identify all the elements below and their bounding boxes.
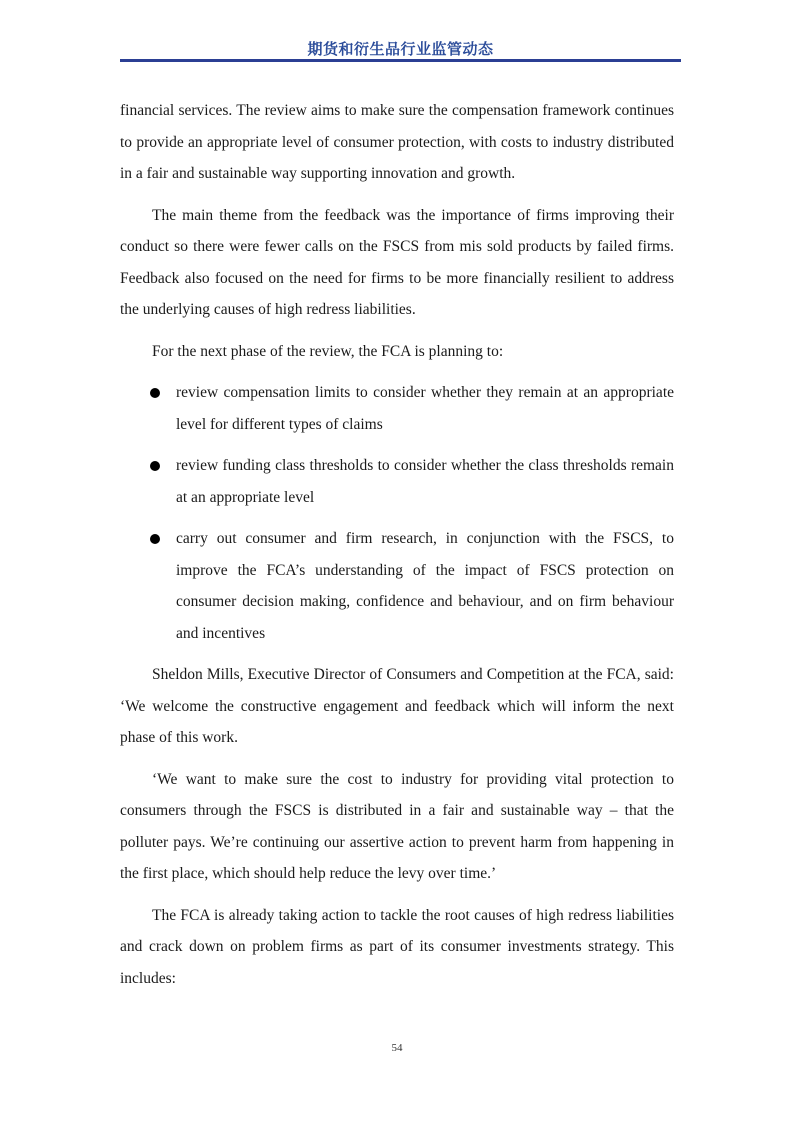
page-number: 54 — [391, 1042, 403, 1054]
bullet-item — [120, 377, 674, 440]
body-paragraph: ‘We want to make sure the cost to industry for providing vital protection to consumers through the FSCS is distributed in a fair and sustainable way – that the polluter pays. We’re continuing our assertive action to prevent harm from happening in the first place, which should help reduce the levy over time.’ — [120, 770, 674, 882]
bullet-icon — [150, 461, 160, 471]
bullet-item — [120, 523, 674, 649]
header-rule — [120, 59, 681, 62]
body-paragraph: Sheldon Mills, Executive Director of Consumers and Competition at the FCA, said: ‘We welcome the constructive engagement and feedback which will inform the next phase of this work. — [120, 666, 674, 746]
header-title: 期货和衍生品行业监管动态 — [307, 40, 494, 58]
bullet-text: review compensation limits to consider whether they remain at an appropriate level for different types of claims — [176, 384, 674, 433]
bullet-list — [120, 377, 674, 649]
bullet-text: carry out consumer and firm research, in conjunction with the FSCS, to improve the FCA’s understanding of the impact of FSCS protection on consumer decision making, confidence and behaviour, and on firm behaviour and incentives — [176, 530, 674, 642]
document-body — [120, 95, 674, 1004]
bullet-item — [120, 450, 674, 513]
bullet-icon — [150, 388, 160, 398]
bullet-text: review funding class thresholds to consider whether the class thresholds remain at an appropriate level — [176, 457, 674, 506]
bullet-icon — [150, 534, 160, 544]
body-paragraph: For the next phase of the review, the FCA is planning to: — [152, 342, 504, 360]
body-paragraph: The FCA is already taking action to tackle the root causes of high redress liabilities and crack down on problem firms as part of its consumer investments strategy. This includes: — [120, 906, 674, 987]
page-header — [120, 34, 681, 64]
body-paragraph: The main theme from the feedback was the importance of firms improving their conduct so there were fewer calls on the FSCS from mis sold products by failed firms. Feedback also focused on the need for firms to be more financially resilient to address the underlying causes of high redress liabilities. — [120, 206, 674, 318]
body-paragraph: financial services. The review aims to make sure the compensation framework continues to provide an appropriate level of consumer protection, with costs to industry distributed in a fair and sustainable way supporting innovation and growth. — [120, 102, 674, 182]
